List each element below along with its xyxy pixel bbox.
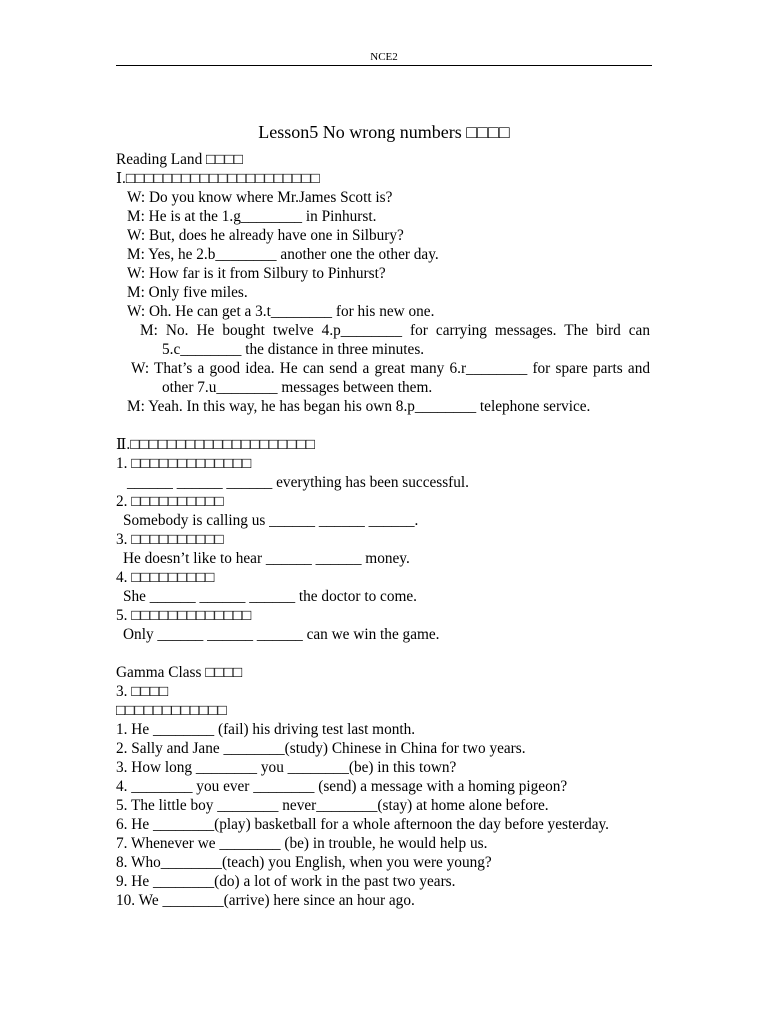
dialogue-line: W: But, does he already have one in Silbury? — [127, 227, 404, 244]
gamma-exercise-item: 10. We ________(arrive) here since an hour ago. — [116, 892, 415, 909]
exercise-prompt: 3. □□□□□□□□□□ — [116, 531, 224, 548]
exercise-sentence: Somebody is calling us ______ ______ ______. — [123, 512, 419, 529]
gamma-exercise-item: 3. How long ________ you ________(be) in this town? — [116, 759, 457, 776]
dialogue-line-continuation: other 7.u________ messages between them. — [162, 379, 433, 396]
lesson-title: Lesson5 No wrong numbers □□□□ — [258, 122, 510, 142]
gamma-exercise-item: 7. Whenever we ________ (be) in trouble, he would help us. — [116, 835, 488, 852]
gamma-exercise-item: 5. The little boy ________ never________(stay) at home alone before. — [116, 797, 549, 814]
dialogue-line: M: Yeah. In this way, he has began his own 8.p________ telephone service. — [127, 398, 591, 415]
exercise-prompt: 1. □□□□□□□□□□□□□ — [116, 455, 252, 472]
gamma-exercise-item: 2. Sally and Jane ________(study) Chinese in China for two years. — [116, 740, 526, 757]
section-heading-gamma-class: Gamma Class □□□□ — [116, 664, 243, 681]
gamma-instruction: □□□□□□□□□□□□ — [116, 702, 227, 719]
dialogue-line: W: That’s a good idea. He can send a great many 6.r________ for spare parts and — [131, 360, 650, 377]
blank-line — [116, 644, 652, 663]
dialogue-line: M: Yes, he 2.b________ another one the other day. — [127, 246, 439, 263]
running-head: NCE2 — [370, 51, 398, 63]
section-heading-reading-land: Reading Land □□□□ — [116, 151, 244, 168]
exercise-prompt: 2. □□□□□□□□□□ — [116, 493, 224, 510]
dialogue-line: M: He is at the 1.g________ in Pinhurst. — [127, 208, 377, 225]
gamma-section-number: 3. □□□□ — [116, 683, 169, 700]
exercise-sentence: She ______ ______ ______ the doctor to come. — [123, 588, 418, 605]
part2-instruction: Ⅱ.□□□□□□□□□□□□□□□□□□□□ — [116, 436, 316, 453]
gamma-exercise-item: 8. Who________(teach) you English, when you were young? — [116, 854, 492, 871]
dialogue-line-continuation: 5.c________ the distance in three minutes. — [162, 341, 425, 358]
exercise-sentence: He doesn’t like to hear ______ ______ money. — [123, 550, 410, 567]
part1-instruction: Ⅰ.□□□□□□□□□□□□□□□□□□□□□ — [116, 170, 320, 187]
exercise-prompt: 4. □□□□□□□□□ — [116, 569, 215, 586]
blank-line — [116, 416, 652, 435]
gamma-exercise-item: 4. ________ you ever ________ (send) a message with a homing pigeon? — [116, 778, 568, 795]
header-rule — [116, 65, 652, 66]
document-body — [116, 150, 652, 910]
gamma-exercise-item: 9. He ________(do) a lot of work in the past two years. — [116, 873, 456, 890]
exercise-prompt: 5. □□□□□□□□□□□□□ — [116, 607, 252, 624]
gamma-exercise-item: 1. He ________ (fail) his driving test last month. — [116, 721, 416, 738]
exercise-sentence: ______ ______ ______ everything has been successful. — [127, 474, 469, 491]
gamma-exercise-item: 6. He ________(play) basketball for a whole afternoon the day before yesterday. — [116, 816, 610, 833]
dialogue-line: W: How far is it from Silbury to Pinhurst? — [127, 265, 386, 282]
dialogue-line: W: Do you know where Mr.James Scott is? — [127, 189, 393, 206]
dialogue-line: W: Oh. He can get a 3.t________ for his new one. — [127, 303, 435, 320]
dialogue-line: M: Only five miles. — [127, 284, 248, 301]
dialogue-line: M: No. He bought twelve 4.p________ for carrying messages. The bird can — [140, 322, 650, 339]
exercise-sentence: Only ______ ______ ______ can we win the game. — [123, 626, 440, 643]
